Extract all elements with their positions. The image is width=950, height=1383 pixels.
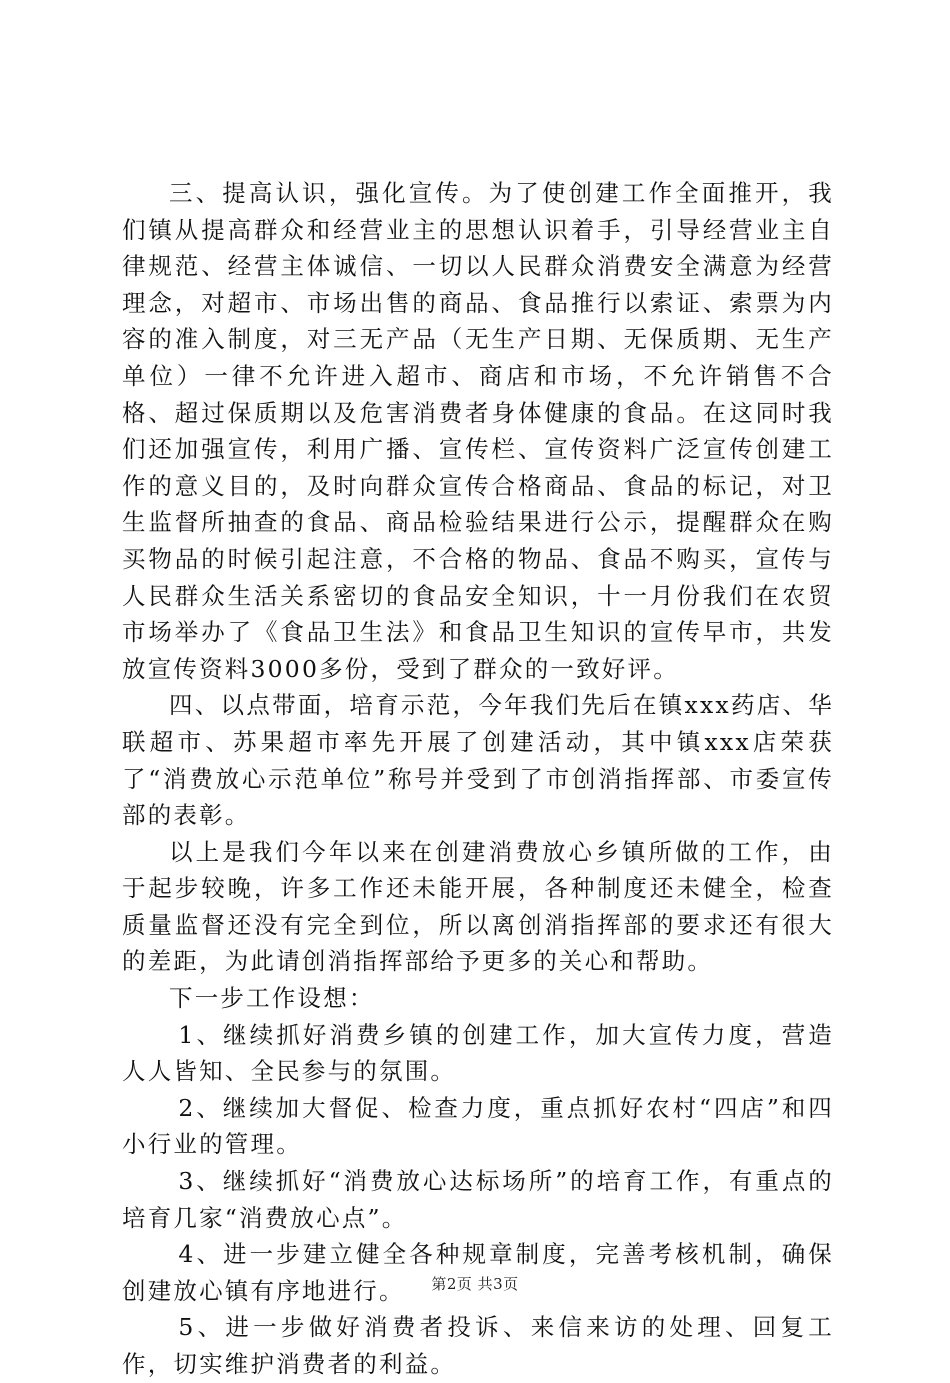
paragraph-next-steps-heading: 下一步工作设想： — [169, 984, 375, 1013]
page-footer: 第2页 共3页 — [431, 1275, 519, 1293]
list-item: 4、进一步建立健全各种规章制度，完善考核机制，确保创建放心镇有序地进行。 — [122, 1240, 834, 1305]
list-item: 2、继续加大督促、检查力度，重点抓好农村“四店”和四小行业的管理。 — [122, 1093, 834, 1159]
list-item: 3、继续抓好“消费放心达标场所”的培育工作，有重点的培育几家“消费放心点”。 — [122, 1167, 834, 1232]
document-body — [122, 175, 834, 1383]
list-item: 1、继续抓好消费乡镇的创建工作，加大宣传力度，营造人人皆知、全民参与的氛围。 — [122, 1020, 834, 1086]
paragraph-summary: 以上是我们今年以来在创建消费放心乡镇所做的工作，由于起步较晚，许多工作还未能开展，各种制度还未健全，检查质量监督还没有完全到位，所以离创消指挥部的要求还有很大的差距，为此请创消指挥部给予更多的关心和帮助。 — [122, 837, 834, 976]
list-item: 5、进一步做好消费者投诉、来信来访的处理、回复工作，切实维护消费者的利益。 — [122, 1313, 834, 1378]
paragraph-publicity: 三、提高认识，强化宣传。为了使创建工作全面推开，我们镇从提高群众和经营业主的思想认识着手，引导经营业主自律规范、经营主体诚信、一切以人民群众消费安全满意为经营理念，对超市、市场出售的商品、食品推行以索证、索票为内容的准入制度，对三无产品（无生产日期、无保质期、无生产单位）一律不允许进入超市、商店和市场，不允许销售不合格、超过保质期以及危害消费者身体健康的食品。在这同时我们还加强宣传，利用广播、宣传栏、宣传资料广泛宣传创建工作的意义目的，及时向群众宣传合格商品、食品的标记，对卫生监督所抽查的食品、商品检验结果进行公示，提醒群众在购买物品的时候引起注意，不合格的物品、食品不购买，宣传与人民群众生活关系密切的食品安全知识，十一月份我们在农贸市场举办了《食品卫生法》和食品卫生知识的宣传早市，共发放宣传资料3000多份，受到了群众的一致好评。 — [122, 179, 834, 683]
paragraph-demonstration: 四、以点带面，培育示范，今年我们先后在镇xxx药店、华联超市、苏果超市率先开展了创建活动，其中镇xxx店荣获了“消费放心示范单位”称号并受到了市创消指挥部、市委宣传部的表彰。 — [122, 691, 834, 830]
